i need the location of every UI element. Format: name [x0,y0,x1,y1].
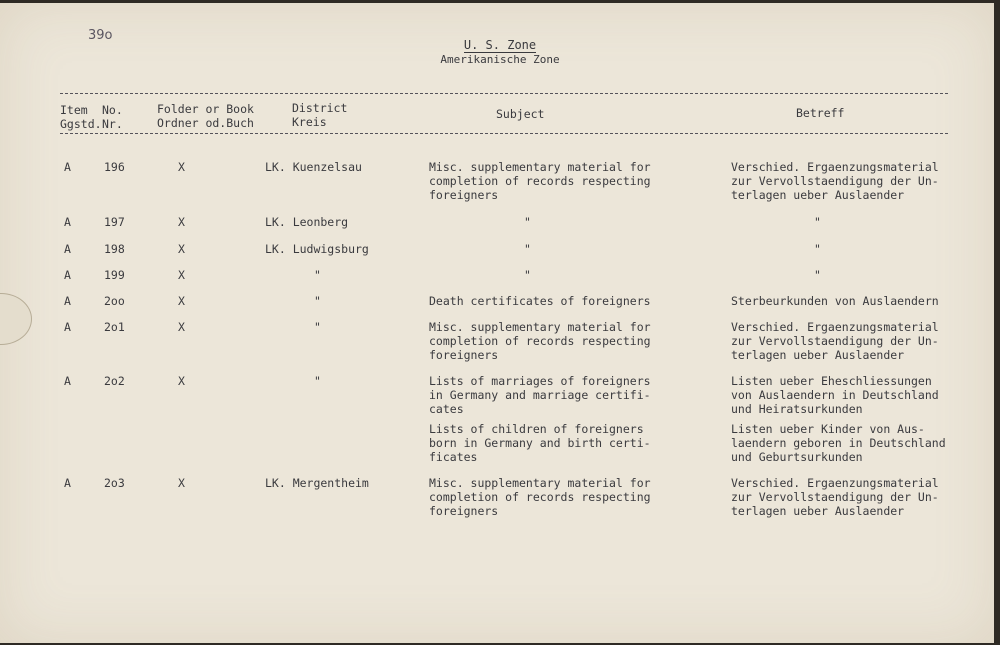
cell-betreff: " [814,215,821,229]
cell-item: A [64,294,71,308]
cell-district: LK. Kuenzelsau [265,160,362,174]
cell-district: LK. Ludwigsburg [265,242,369,256]
cell-subject: " [524,215,531,229]
cell-betreff: " [814,242,821,256]
cell-folder: X [178,374,185,388]
cell-subject: Misc. supplementary material for completion of records respecting foreigners [429,320,651,362]
cell-district: " [314,374,321,388]
cell-betreff: Listen ueber Kinder von Aus- laendern geboren in Deutschland und Geburtsurkunden [731,422,946,464]
cell-folder: X [178,476,185,490]
cell-folder: X [178,320,185,334]
cell-subject: " [524,242,531,256]
header-no: No. Nr. [102,103,123,131]
cell-folder: X [178,294,185,308]
cell-item: A [64,215,71,229]
cell-folder: X [178,215,185,229]
cell-item: A [64,320,71,334]
header-district: District Kreis [292,101,348,129]
cell-subject: Misc. supplementary material for completion of records respecting foreigners [429,476,651,518]
cell-district: LK. Mergentheim [265,476,369,490]
cell-subject: Misc. supplementary material for completion of records respecting foreigners [429,160,651,202]
cell-item: A [64,374,71,388]
cell-subject: Lists of marriages of foreigners in Germany and marriage certifi- cates [429,374,651,416]
cell-folder: X [178,160,185,174]
cell-betreff: Verschied. Ergaenzungsmaterial zur Vervollstaendigung der Un- terlagen ueber Auslaender [731,320,939,362]
cell-no: 197 [104,215,125,229]
cell-district: LK. Leonberg [265,215,349,229]
cell-no: 2oo [104,294,125,308]
zone-title [0,38,1000,52]
cell-no: 2o1 [104,320,125,334]
cell-folder: X [178,268,185,282]
cell-item: A [64,476,71,490]
header-rule [60,133,948,134]
cell-betreff: " [814,268,821,282]
header-folder: Folder or Book Ordner od.Buch [157,102,254,130]
cell-no: 199 [104,268,125,282]
cell-subject: " [524,268,531,282]
binder-tab [0,293,32,345]
cell-no: 198 [104,242,125,256]
cell-item: A [64,160,71,174]
top-rule [60,93,948,94]
cell-district: " [314,268,321,282]
header-betreff: Betreff [796,106,845,120]
cell-item: A [64,242,71,256]
cell-subject: Death certificates of foreigners [429,294,651,308]
cell-folder: X [178,242,185,256]
cell-no: 196 [104,160,125,174]
header-subject: Subject [496,107,545,121]
zone-subtitle: Amerikanische Zone [440,53,560,66]
cell-district: " [314,320,321,334]
zone-title-text: U. S. Zone [463,38,537,52]
cell-betreff: Sterbeurkunden von Auslaendern [731,294,939,308]
header-item: Item Ggstd. [60,103,102,131]
cell-subject: Lists of children of foreigners born in Germany and birth certi- ficates [429,422,651,464]
cell-betreff: Listen ueber Eheschliessungen von Auslaendern in Deutschland und Heiratsurkunden [731,374,939,416]
cell-district: " [314,294,321,308]
cell-no: 2o3 [104,476,125,490]
cell-betreff: Verschied. Ergaenzungsmaterial zur Vervollstaendigung der Un- terlagen ueber Auslaender [731,476,939,518]
page-number: 39o [88,28,113,43]
cell-betreff: Verschied. Ergaenzungsmaterial zur Vervollstaendigung der Un- terlagen ueber Auslaender [731,160,939,202]
cell-item: A [64,268,71,282]
cell-no: 2o2 [104,374,125,388]
